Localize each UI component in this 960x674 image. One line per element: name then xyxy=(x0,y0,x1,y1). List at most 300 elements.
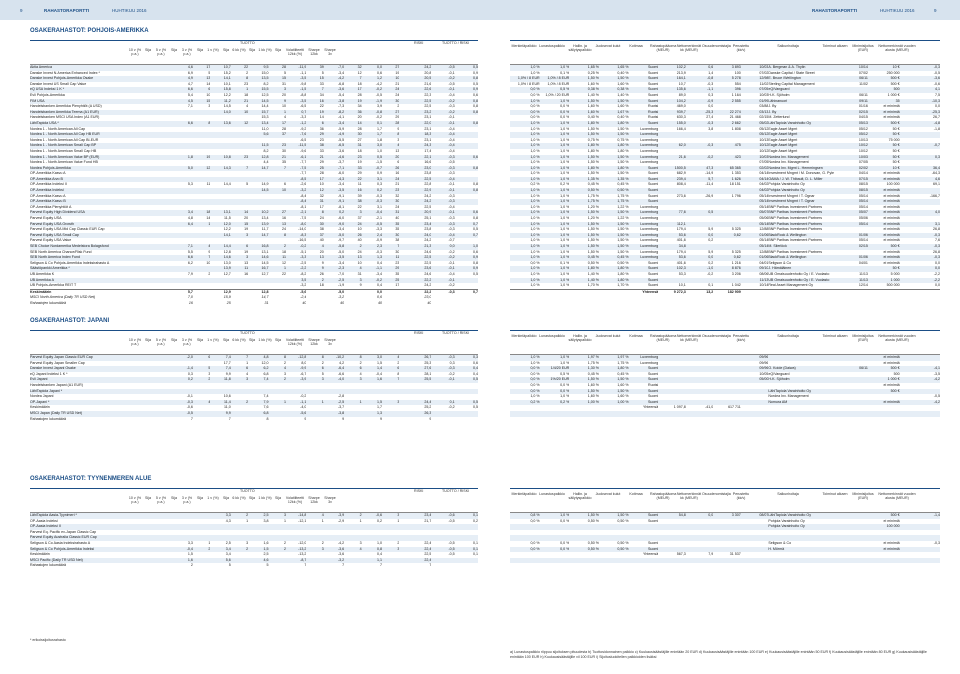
cell-value: -3,4 xyxy=(337,227,345,232)
cell-value: Suomi xyxy=(648,540,659,545)
cell-value: ei minimiä xyxy=(883,216,900,221)
fund-name: Nordea 1 - North American All Cap xyxy=(30,126,86,131)
cell-value: -0,2 xyxy=(686,155,714,161)
cell-value: 1,80 % xyxy=(569,266,599,272)
fees-table xyxy=(510,513,940,569)
cell-value: 08/15 xyxy=(840,188,868,194)
table-row xyxy=(30,563,478,569)
cell-value: 1,97 % xyxy=(569,355,599,361)
cell-value: -7,7 xyxy=(300,160,307,165)
cell-value: Luxemburg xyxy=(640,148,659,153)
cell-value xyxy=(686,417,714,423)
cell-value: 1,0 xyxy=(376,540,382,545)
cell-value: 1,8 xyxy=(173,155,193,161)
cell-value: 05/12 xyxy=(741,132,769,138)
cell-value: 1 097,8 xyxy=(673,405,686,410)
cell-value: Luxemburg xyxy=(629,132,659,138)
cell-value: -0,4 xyxy=(431,143,454,149)
cell-value: Nordea Inv. Management xyxy=(768,155,840,161)
cell-value: eQ/Vanguard xyxy=(768,371,790,376)
cell-value: -0,3 xyxy=(431,289,454,295)
cell-value: 01/06 xyxy=(840,255,868,261)
cell-value xyxy=(868,563,900,569)
cell-value xyxy=(599,301,629,307)
cell-value: -7,6 xyxy=(286,132,306,138)
cell-value: 53,6 xyxy=(658,255,686,261)
cell-value: 4 xyxy=(269,366,286,372)
cell-value: 27 xyxy=(382,65,399,71)
cell-value: Eagle Asset Mgmt xyxy=(768,148,798,153)
cell-value: 0,2 xyxy=(376,518,382,523)
cell-value: 2 xyxy=(344,244,361,250)
cell-value: 3,5 xyxy=(286,278,306,284)
cell-value: 4 xyxy=(283,115,286,120)
cell-value: 6 xyxy=(382,366,399,372)
cell-value: 16 xyxy=(281,216,286,221)
cell-value: -1,5 xyxy=(286,87,306,93)
cell-value: 11,0 xyxy=(223,405,231,410)
cell-value: -0,3 xyxy=(431,155,454,161)
cell-value: 15 xyxy=(231,222,248,228)
cell-value: -5,1 xyxy=(300,249,307,254)
section-rule xyxy=(510,488,940,489)
cell-value: 9 xyxy=(379,416,382,421)
cell-value: 10 xyxy=(319,182,324,187)
cell-value: 18 xyxy=(193,210,210,216)
cell-value: 15,3 xyxy=(261,115,269,120)
cell-value xyxy=(431,563,454,569)
cell-value: -3,2 xyxy=(300,283,307,288)
cell-value: -9,7 xyxy=(337,238,345,243)
cell-value: 179,4 xyxy=(676,227,686,232)
fund-name: Säästöpankki Amerikka * xyxy=(30,266,173,272)
cell-value: 18 151 xyxy=(729,182,741,187)
cell-value: -0,4 xyxy=(362,210,382,216)
cell-value: 3 xyxy=(231,233,248,239)
column-label: Sharpe 3v xyxy=(324,338,336,347)
cell-value: -0,3 xyxy=(448,171,455,176)
group-header-tuotto-riski: TUOTTO / RISKI xyxy=(442,41,470,45)
column-label: Volatiliteetti 12kk (%) xyxy=(285,496,305,505)
cell-value: 0,4 xyxy=(376,260,382,265)
table-row xyxy=(510,417,940,423)
cell-value: 23 xyxy=(244,81,249,86)
cell-value: 12,2 xyxy=(223,227,231,232)
cell-value: -0,2 xyxy=(431,255,454,261)
cell-value: 1,75 % xyxy=(617,193,629,198)
cell-value: 11,4 xyxy=(210,400,230,406)
cell-value: -0,3 xyxy=(900,255,940,261)
cell-value: 14,4 xyxy=(223,182,231,187)
cell-value: 2 xyxy=(283,360,286,365)
cell-value: 22,5 xyxy=(399,255,431,261)
cell-value: 1,50 % xyxy=(617,171,629,176)
cell-value: -1,0 xyxy=(686,266,714,272)
cell-value xyxy=(658,563,686,569)
cell-value: Nomura AM xyxy=(768,400,840,406)
cell-value: 16 xyxy=(306,99,323,105)
cell-value: 13 xyxy=(244,260,249,265)
cell-value: 1,0% / 8 EUR xyxy=(517,81,540,86)
cell-value: 2 xyxy=(306,278,323,284)
cell-value: 50 € xyxy=(892,160,900,165)
cell-value: 7,1 xyxy=(187,104,193,109)
cell-value: 30 xyxy=(382,233,399,239)
cell-value: 1,0 % xyxy=(540,99,570,105)
cell-value: Real Asset Management Oy xyxy=(768,283,814,288)
cell-value: 17 xyxy=(395,283,400,288)
cell-value: 22,2 xyxy=(399,278,431,284)
cell-value: -0,3 xyxy=(448,216,455,221)
fund-name: Parvest Equity High Dividend USA xyxy=(30,210,173,216)
cell-value xyxy=(768,417,840,423)
cell-value xyxy=(713,417,741,423)
fund-name: OP-Aasia Indeksi xyxy=(30,518,58,523)
cell-value: 401,6 xyxy=(676,238,686,243)
column-label: 5 v (% p.a.) xyxy=(155,496,167,505)
cell-value: 1,0 % xyxy=(560,283,570,288)
cell-value: 14,3 xyxy=(210,166,230,172)
cell-value: -5,8 xyxy=(324,244,344,250)
cell-value: 13,9 xyxy=(210,266,230,272)
fund-name: Danske Invest N.America Enhanced Index * xyxy=(30,70,100,75)
cell-value: 29 xyxy=(357,171,362,176)
cell-value: -0,4 xyxy=(448,271,455,276)
column-label: Osuudenomistajia xyxy=(702,334,731,338)
cell-value: 14,9 xyxy=(261,182,269,187)
column-label: Juoksevat kulut xyxy=(595,44,621,48)
cell-value: 08/15 xyxy=(858,182,868,187)
cell-value: 14,0 xyxy=(210,110,230,116)
cell-value: 6 xyxy=(306,366,323,372)
cell-value: 5 xyxy=(321,371,324,376)
cell-value: 07/15 xyxy=(840,177,868,183)
cell-value: 9 xyxy=(306,266,323,272)
cell-value: -6,1 xyxy=(286,155,306,161)
cell-value: 2 xyxy=(359,360,362,365)
cell-value: 0,2 xyxy=(362,188,382,194)
cell-value: 102,3 xyxy=(658,266,686,272)
cell-value: 9 xyxy=(359,283,362,288)
footnote-left: * erikoissijoitusrahasto xyxy=(30,638,66,642)
column-label: Salkunhoitaja xyxy=(777,492,799,496)
cell-value: -0,6 xyxy=(431,513,454,519)
cell-value: 24 xyxy=(395,204,400,209)
cell-value: Suomi xyxy=(648,394,659,399)
cell-value: -0,3 xyxy=(362,199,382,205)
cell-value: -5,6 xyxy=(286,411,306,417)
cell-value: 1,67 % xyxy=(599,110,629,116)
cell-value: 28 xyxy=(281,126,286,131)
cell-value: -0,1 xyxy=(448,115,455,120)
cell-value: 4 xyxy=(344,266,361,272)
cell-value: 05/12 xyxy=(858,126,868,131)
cell-value: 100 xyxy=(734,70,741,75)
cell-value: 0,5 xyxy=(473,227,478,232)
cell-value: -2,5 xyxy=(324,278,344,284)
cell-value: 2 662 xyxy=(713,121,741,127)
column-label: 1 v (%) xyxy=(207,496,219,500)
column-label: Toiminut alkaen xyxy=(822,334,848,338)
cell-value: 6 xyxy=(283,182,286,187)
cell-value xyxy=(741,417,769,423)
cell-value: 164,1 xyxy=(658,76,686,82)
cell-value: 7 xyxy=(190,416,193,421)
cell-value: 05/14 xyxy=(759,204,769,209)
cell-value: 10,1 xyxy=(678,283,686,288)
cell-value: 0,0 % xyxy=(560,382,570,387)
cell-value: Suomi xyxy=(629,65,659,71)
cell-value: 0,62 xyxy=(713,255,741,261)
cell-value: 1,7 xyxy=(376,405,382,410)
cell-value: 53,6 xyxy=(658,233,686,239)
cell-value: 35 xyxy=(281,160,286,165)
cell-value: -3,5 xyxy=(324,188,344,194)
cell-value: 34 xyxy=(357,104,362,109)
cell-value: -8,7 xyxy=(286,558,306,564)
cell-value: 23 xyxy=(344,155,361,161)
cell-value: BNP Paribas Investment Partners xyxy=(768,227,822,232)
cell-value: 31 xyxy=(382,210,399,216)
cell-value: 1,30 % xyxy=(569,366,599,372)
cell-value: 15,2 xyxy=(223,70,231,75)
cell-value: 14,1 xyxy=(210,76,230,82)
cell-value: 35 xyxy=(868,99,900,105)
cell-value: 0,50 % xyxy=(587,260,599,265)
cell-value: 2 xyxy=(321,360,324,365)
cell-value: Seligson & Co xyxy=(768,540,792,545)
cell-value: -0,4 xyxy=(448,204,455,209)
cell-value: 30 xyxy=(306,222,323,228)
cell-value: 9,9 xyxy=(210,411,230,417)
cell-value: 7 xyxy=(231,166,248,172)
cell-value: 4 xyxy=(306,244,323,250)
cell-value xyxy=(510,301,540,307)
fund-name: Danske Invest Pohjois-Amerikka Osake xyxy=(30,76,173,82)
cell-value xyxy=(193,301,210,307)
cell-value: -2,5 xyxy=(300,260,307,265)
column-label: Sija xyxy=(197,496,203,500)
cell-value: 69,1 xyxy=(933,182,940,187)
cell-value: 1,97 % xyxy=(599,355,629,361)
cell-value: 02/15 xyxy=(840,110,868,116)
cell-value: 1,0 % xyxy=(510,121,540,127)
cell-value: -8,0 xyxy=(286,222,306,228)
cell-value: ei minimiä xyxy=(883,171,900,176)
column-label: Sija xyxy=(171,338,177,342)
cell-value: 27 xyxy=(382,110,399,116)
cell-value: 04/14 xyxy=(759,171,769,176)
cell-value: 5,3 xyxy=(187,182,193,187)
cell-value: 17,7 xyxy=(223,360,231,365)
cell-value: 10/05 xyxy=(759,371,769,376)
column-label: Perustettu (kk/v) xyxy=(732,492,750,501)
cell-value: 4,3 xyxy=(225,518,231,523)
cell-value: 1,50 % xyxy=(587,126,599,131)
fund-name: Nordea Pohjois-Amerikka xyxy=(30,166,173,172)
cell-value: 06/11 xyxy=(859,92,868,97)
cell-value: 1,0 % xyxy=(560,394,570,399)
cell-value: -0,5 xyxy=(933,70,940,75)
cell-value: -0,2 xyxy=(362,278,382,284)
cell-value: 0,0 % xyxy=(530,518,540,523)
cell-value: 1,20 % xyxy=(587,216,599,221)
cell-value: 3,1 xyxy=(900,222,940,228)
cell-value: Investment Mngmt / M. Donovan, G. Pyle xyxy=(768,171,835,176)
cell-value: BNP Paribas Investment Partners xyxy=(768,210,840,216)
cell-value: -0,4 xyxy=(431,132,454,138)
cell-value: -41,0 xyxy=(705,405,714,410)
cell-value: -3,2 xyxy=(286,188,306,194)
cell-value: 11,2 xyxy=(210,99,230,105)
cell-value: 19 xyxy=(306,110,323,116)
cell-value: 0,0 % xyxy=(530,540,540,545)
cell-value: 33 xyxy=(319,81,324,86)
cell-value: -0,3 xyxy=(375,193,382,198)
cell-value: 1,40 % xyxy=(617,92,629,97)
cell-value: 23,1 xyxy=(424,126,432,131)
cell-value: -3,9 xyxy=(324,513,344,519)
cell-value: 7,0 xyxy=(187,295,193,300)
cell-value xyxy=(629,301,659,307)
cell-value: 2 xyxy=(397,540,400,545)
cell-value: 5,7 xyxy=(173,289,193,295)
cell-value: 5,6 xyxy=(210,558,230,564)
cell-value: ei minimiä xyxy=(883,193,900,198)
column-label: Lunastuspalkkio xyxy=(539,334,565,338)
cell-value: 1,0% / 8 EUR xyxy=(547,81,570,86)
cell-value: -2,1 xyxy=(375,216,382,221)
cell-value: 28 xyxy=(269,65,286,71)
cell-value: 1,0 % xyxy=(540,199,570,205)
cell-value: 22,6 xyxy=(399,87,431,93)
cell-value: 38 xyxy=(319,227,324,232)
cell-value: 15,8 xyxy=(210,87,230,93)
cell-value: 182 909 xyxy=(713,289,741,295)
fund-name: OP-Amerikka Kasvu A xyxy=(30,193,66,198)
cell-value: 01/06 xyxy=(840,233,868,239)
cell-value: 22,5 xyxy=(424,260,432,265)
cell-value: -0,8 xyxy=(362,110,382,116)
cell-value: 40 xyxy=(395,216,400,221)
cell-value: 13,1 xyxy=(261,249,269,254)
fund-name: Parvest Equity USA Growth xyxy=(30,222,173,228)
cell-value: -0,2 xyxy=(431,76,454,82)
cell-value: 1,0 % xyxy=(560,171,570,176)
cell-value: Luxemburg xyxy=(629,255,659,261)
cell-value: -3,6 xyxy=(900,76,940,82)
cell-value: 7,6 xyxy=(935,238,940,243)
cell-value: Suomi xyxy=(648,518,659,523)
cell-value xyxy=(344,301,361,307)
cell-value: 1,0 % xyxy=(560,126,570,131)
fund-name: Parvest Equity USA Mid Cap Classic EUR Cap xyxy=(30,227,105,232)
column-label: Hallin. ja säilytyspalkkio xyxy=(568,492,592,501)
cell-value: 0,0 % xyxy=(530,260,540,265)
cell-value: 22,5 xyxy=(424,552,432,557)
cell-value: 1 164 xyxy=(731,92,741,97)
cell-value: 0,0 % xyxy=(560,104,570,109)
cell-value: 0,3 xyxy=(455,355,478,361)
cell-value: 5,6 xyxy=(248,132,268,138)
cell-value: 0,4 xyxy=(455,366,478,372)
cell-value: -4,2 xyxy=(337,540,345,545)
cell-value: 1 xyxy=(306,400,323,406)
cell-value: 16,6 xyxy=(424,160,432,165)
cell-value: 1,6 xyxy=(263,540,269,545)
cell-value xyxy=(868,301,900,307)
column-header xyxy=(30,332,478,355)
cell-value: 06/11 xyxy=(840,366,868,372)
cell-value: 1,0 % xyxy=(560,271,570,276)
cell-value: 22,3 xyxy=(424,92,432,97)
cell-value: 12 xyxy=(231,121,248,127)
cell-value: 35 xyxy=(395,271,400,276)
cell-value: -3,8 xyxy=(324,411,344,417)
cell-value: 7 xyxy=(429,563,432,568)
cell-value xyxy=(306,563,323,569)
cell-value: 6 xyxy=(397,160,400,165)
cell-value: 5,7 xyxy=(686,177,714,183)
cell-value: -4,8 xyxy=(900,121,940,127)
cell-value: 24 xyxy=(395,92,400,97)
cell-value: -0,2 xyxy=(431,99,454,105)
fund-name: Handelsbanken Amerikka Teema (A1 EUR) xyxy=(30,110,173,116)
cell-value: 4 xyxy=(193,400,210,406)
summary-row xyxy=(510,301,940,307)
cell-value: 36 xyxy=(344,110,361,116)
cell-value: Investment Mngmt / T. Ognar xyxy=(768,193,815,198)
cell-value: 14,4 xyxy=(210,244,230,250)
cell-value xyxy=(900,417,940,423)
fund-name: SEB North America Index Fund xyxy=(30,255,173,261)
fund-name: Seligson & Co Aasia Indeksirahasto A xyxy=(30,540,91,545)
cell-value: 9 xyxy=(208,249,211,254)
cell-value: 53,3 xyxy=(678,271,686,276)
cell-value: -9,8 xyxy=(300,81,307,86)
cell-value: 15,9 xyxy=(223,295,231,300)
cell-value: 1 000 xyxy=(868,278,900,284)
cell-value: 5,9 xyxy=(708,249,714,254)
cell-value: ei minimiä xyxy=(883,260,900,265)
returns-table xyxy=(30,355,478,422)
cell-value: 8 xyxy=(231,76,248,82)
cell-value: 54,8 xyxy=(658,513,686,519)
cell-value: 0,0 % xyxy=(510,389,540,395)
cell-value: -0,5 xyxy=(448,540,455,545)
cell-value: 2 xyxy=(231,513,248,519)
cell-value: 4 xyxy=(193,244,210,250)
cell-value: 12,7 xyxy=(261,271,269,276)
column-label: Nettomerkinnät vuoden alusta (MEUR) xyxy=(878,44,916,53)
column-label: 6 kk (%) xyxy=(232,338,246,342)
cell-value: 14,5 xyxy=(248,188,268,194)
cell-value: Suomi xyxy=(629,278,659,284)
cell-value: 10 € xyxy=(868,65,900,71)
cell-value: 1,0 % xyxy=(560,249,570,254)
cell-value: 6,2 xyxy=(187,260,193,265)
cell-value: 2 xyxy=(190,563,193,568)
cell-value: 11,5 xyxy=(248,143,268,149)
cell-value: 09/96 xyxy=(759,360,769,365)
cell-value: 14 xyxy=(206,216,211,221)
cell-value: 2 555 xyxy=(713,99,741,105)
cell-value: 12,0 xyxy=(261,360,269,365)
fund-name: UB Pohjois-Amerikka REIT T xyxy=(30,283,77,288)
section-pacific-left xyxy=(30,476,478,569)
cell-value: 0,5 xyxy=(473,271,478,276)
cell-value: 1,50 % xyxy=(569,210,599,216)
